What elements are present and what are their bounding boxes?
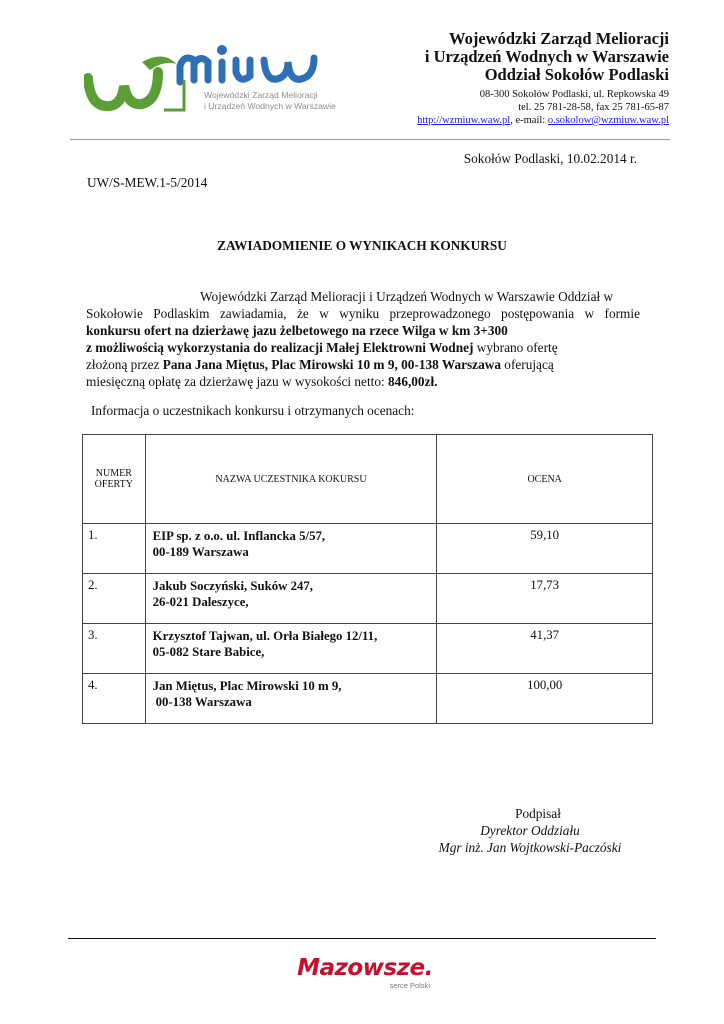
table-row — [83, 674, 653, 724]
para-line-6-bold: 846,00zł. — [388, 374, 438, 389]
mazowsze-logo — [290, 955, 440, 995]
para-line-6 — [86, 373, 640, 390]
offer-number: 1. — [83, 524, 146, 574]
table-row — [83, 524, 653, 574]
signer-role: Dyrektor Oddziału — [480, 823, 580, 838]
participant-name-line-2: 00-138 Warszawa — [155, 695, 252, 709]
participant-name — [145, 624, 437, 674]
logo-caption-line-1: Wojewódzki Zarząd Melioracji — [204, 90, 318, 100]
para-line-5 — [86, 356, 640, 373]
participant-name-line-2: 00-189 Warszawa — [152, 545, 249, 559]
place-date: Sokołów Podlaski, 10.02.2014 r. — [463, 151, 637, 166]
header-divider — [70, 139, 670, 140]
signature-block — [400, 805, 660, 856]
org-address: 08-300 Sokołów Podlaski, ul. Repkowska 49 — [479, 89, 669, 100]
header-participant-name: NAZWA UCZESTNIKA KOKURSU — [145, 435, 437, 524]
table-row — [83, 574, 653, 624]
brand-wordmark: Mazowsze. — [297, 955, 433, 981]
footer-divider — [68, 938, 656, 939]
organization-header — [417, 30, 669, 127]
para-line-5-start: złożoną przez — [86, 357, 163, 372]
para-line-5-end: oferującą — [500, 357, 554, 372]
announcement-paragraph — [86, 288, 640, 390]
para-line-4 — [86, 339, 640, 356]
org-name-line-1: Wojewódzki Zarząd Melioracji — [449, 29, 669, 48]
para-line-2: Sokołowie Podlaskim zawiadamia, że w wyniku przeprowadzonego postępowania w formie — [86, 306, 640, 321]
org-name-line-3: Oddział Sokołów Podlaski — [484, 65, 669, 84]
participant-name-line-1: Krzysztof Tajwan, ul. Orła Białego 12/11, — [152, 629, 378, 643]
para-line-4-bold: z możliwością wykorzystania do realizacji Małej Elektrowni Wodnej — [86, 340, 474, 355]
reference-number: UW/S-MEW.1-5/2014 — [87, 175, 208, 190]
wzmiuw-logo — [84, 40, 344, 120]
table-row — [83, 624, 653, 674]
offer-number: 4. — [83, 674, 146, 724]
website-link[interactable]: http://wzmiuw.waw.pl — [417, 115, 511, 126]
participant-name — [145, 524, 437, 574]
email-prefix: , e-mail: — [510, 115, 548, 126]
participant-name-line-2: 26-021 Daleszyce, — [152, 595, 249, 609]
table-header-row — [83, 435, 653, 524]
para-line-1: Wojewódzki Zarząd Melioracji i Urządzeń Wodnych w Warszawie Oddział w — [200, 289, 614, 304]
results-table — [82, 434, 653, 724]
para-line-4-rest: wybrano ofertę — [473, 340, 558, 355]
header-score: OCENA — [437, 435, 653, 524]
para-line-3: konkursu ofert na dzierżawę jazu żelbetowego na rzece Wilga w km 3+300 — [86, 323, 508, 338]
signer-name: Mgr inż. Jan Wojtkowski-Paczóski — [438, 840, 622, 855]
score: 59,10 — [437, 524, 653, 574]
document-title: ZAWIADOMIENIE O WYNIKACH KONKURSU — [217, 238, 507, 253]
score: 41,37 — [437, 624, 653, 674]
header-offer-number: NUMER OFERTY — [83, 435, 146, 524]
participant-name-line-1: EIP sp. z o.o. ul. Inflancka 5/57, — [152, 529, 326, 543]
brand-tagline: serce Polski — [389, 981, 430, 990]
info-line: Informacja o uczestnikach konkursu i otrzymanych ocenach: — [91, 403, 415, 418]
para-line-6-start: miesięczną opłatę za dzierżawę jazu w wysokości netto: — [86, 374, 389, 389]
org-name-line-2: i Urządzeń Wodnych w Warszawie — [424, 47, 669, 66]
participant-name — [145, 674, 437, 724]
offer-number: 3. — [83, 624, 146, 674]
participant-name-line-2: 05-082 Stare Babice, — [152, 645, 265, 659]
signed-label: Podpisał — [515, 806, 561, 821]
email-link[interactable]: o.sokolow@wzmiuw.waw.pl — [547, 115, 669, 126]
logo-caption-line-2: i Urządzeń Wodnych w Warszawie — [204, 101, 336, 111]
participant-name-line-1: Jan Miętus, Plac Mirowski 10 m 9, — [152, 679, 342, 693]
para-line-5-bold: Pana Jana Miętus, Plac Mirowski 10 m 9, 00-138 Warszawa — [162, 357, 501, 372]
score: 100,00 — [437, 674, 653, 724]
offer-number: 2. — [83, 574, 146, 624]
participant-name-line-1: Jakub Soczyński, Suków 247, — [152, 579, 313, 593]
org-phone: tel. 25 781-28-58, fax 25 781-65-87 — [518, 102, 669, 113]
org-contact — [417, 114, 669, 127]
participant-name — [145, 574, 437, 624]
score: 17,73 — [437, 574, 653, 624]
